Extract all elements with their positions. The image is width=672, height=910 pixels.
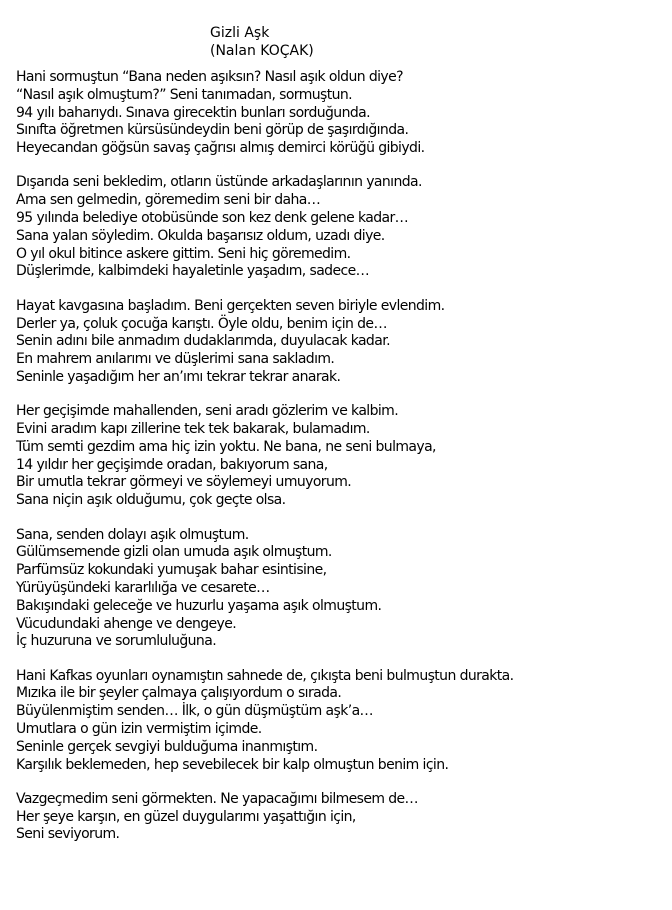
verse-line: Evini aradım kapı zillerine tek tek bakarak, bulamadım. bbox=[16, 421, 370, 438]
verse-line: Gülümsemende gizli olan umuda aşık olmuştum. bbox=[16, 544, 332, 561]
verse-line: Büyülenmiştim senden… İlk, o gün düşmüştüm aşk’a… bbox=[16, 703, 373, 720]
verse-line: Hani Kafkas oyunları oynamıştın sahnede de, çıkışta beni bulmuştun durakta. bbox=[16, 667, 514, 684]
verse-line: Heyecandan göğsün savaş çağrısı almış demirci körüğü gibiydi. bbox=[16, 140, 425, 157]
poem-title: Gizli Aşk bbox=[210, 25, 270, 41]
poem-author: (Nalan KOÇAK) bbox=[210, 43, 314, 59]
verse-line: Hayat kavgasına başladım. Beni gerçekten seven biriyle evlendim. bbox=[16, 297, 445, 314]
verse-line: Yürüyüşündeki kararlılığa ve cesarete… bbox=[16, 579, 270, 596]
verse-line: Vazgeçmedim seni görmekten. Ne yapacağımı bilmesem de… bbox=[16, 790, 418, 807]
verse-line: 94 yılı baharıydı. Sınava girecektin bunları sorduğunda. bbox=[16, 104, 370, 121]
verse-line: Bakışındaki geleceğe ve huzurlu yaşama aşık olmuştum. bbox=[16, 597, 382, 614]
verse-line: Hani sormuştun “Bana neden aşıksın? Nasıl aşık oldun diye? bbox=[16, 69, 403, 85]
verse-line: İç huzuruna ve sorumluluğuna. bbox=[16, 633, 217, 650]
verse-line: Vücudundaki ahenge ve dengeye. bbox=[16, 615, 237, 632]
poem-body bbox=[16, 69, 666, 861]
verse-line: Her şeye karşın, en güzel duygularımı yaşattığın için, bbox=[16, 808, 356, 825]
verse-line: Seni seviyorum. bbox=[16, 826, 120, 843]
verse-line: Parfümsüz kokundaki yumuşak bahar esintisine, bbox=[16, 562, 327, 579]
verse-line: Tüm semti gezdim ama hiç izin yoktu. Ne bana, ne seni bulmaya, bbox=[16, 438, 436, 455]
verse-line: “Nasıl aşık olmuştum?” Seni tanımadan, sormuştun. bbox=[16, 86, 353, 103]
verse-line: En mahrem anılarımı ve düşlerimi sana sakladım. bbox=[16, 351, 335, 368]
verse-line: O yıl okul bitince askere gittim. Seni hiç göremedim. bbox=[16, 245, 351, 262]
verse-line: Sana yalan söyledim. Okulda başarısız oldum, uzadı diye. bbox=[16, 227, 385, 244]
verse-line: Sana niçin aşık olduğumu, çok geçte olsa. bbox=[16, 492, 286, 509]
verse-line: 14 yıldır her geçişimde oradan, bakıyorum sana, bbox=[16, 456, 328, 473]
stanza bbox=[16, 668, 666, 775]
stanza bbox=[16, 174, 666, 281]
verse-line: Sınıfta öğretmen kürsüsündeydin beni görüp de şaşırdığında. bbox=[16, 122, 409, 139]
title-block bbox=[210, 24, 314, 60]
verse-line: Karşılık beklemeden, hep sevebilecek bir kalp olmuştun benim için. bbox=[16, 756, 449, 773]
verse-line: Her geçişimde mahallenden, seni aradı gözlerim ve kalbim. bbox=[16, 403, 399, 420]
verse-line: Senin adını bile anmadım dudaklarımda, duyulacak kadar. bbox=[16, 333, 390, 350]
verse-line: Umutlara o gün izin vermiştim içimde. bbox=[16, 721, 262, 737]
verse-line: Seninle gerçek sevgiyi bulduğuma inanmıştım. bbox=[16, 738, 318, 755]
stanza bbox=[16, 69, 666, 158]
stanza bbox=[16, 527, 666, 652]
verse-line: Dışarıda seni bekledim, otların üstünde arkadaşlarının yanında. bbox=[16, 174, 422, 191]
verse-line: Ama sen gelmedin, göremedim seni bir daha… bbox=[16, 192, 321, 209]
verse-line: Düşlerimde, kalbimdeki hayaletinle yaşadım, sadece… bbox=[16, 263, 369, 280]
verse-line: 95 yılında belediye otobüsünde son kez denk gelene kadar… bbox=[16, 210, 409, 227]
stanza bbox=[16, 403, 666, 510]
verse-line: Mızıka ile bir şeyler çalmaya çalışıyordum o sırada. bbox=[16, 685, 342, 702]
verse-line: Seninle yaşadığım her an’ımı tekrar tekrar anarak. bbox=[16, 368, 341, 385]
stanza bbox=[16, 791, 666, 844]
verse-line: Bir umutla tekrar görmeyi ve söylemeyi umuyorum. bbox=[16, 474, 352, 491]
stanza bbox=[16, 298, 666, 387]
verse-line: Derler ya, çoluk çocuğa karıştı. Öyle oldu, benim için de… bbox=[16, 315, 387, 332]
verse-line: Sana, senden dolayı aşık olmuştum. bbox=[16, 526, 249, 543]
